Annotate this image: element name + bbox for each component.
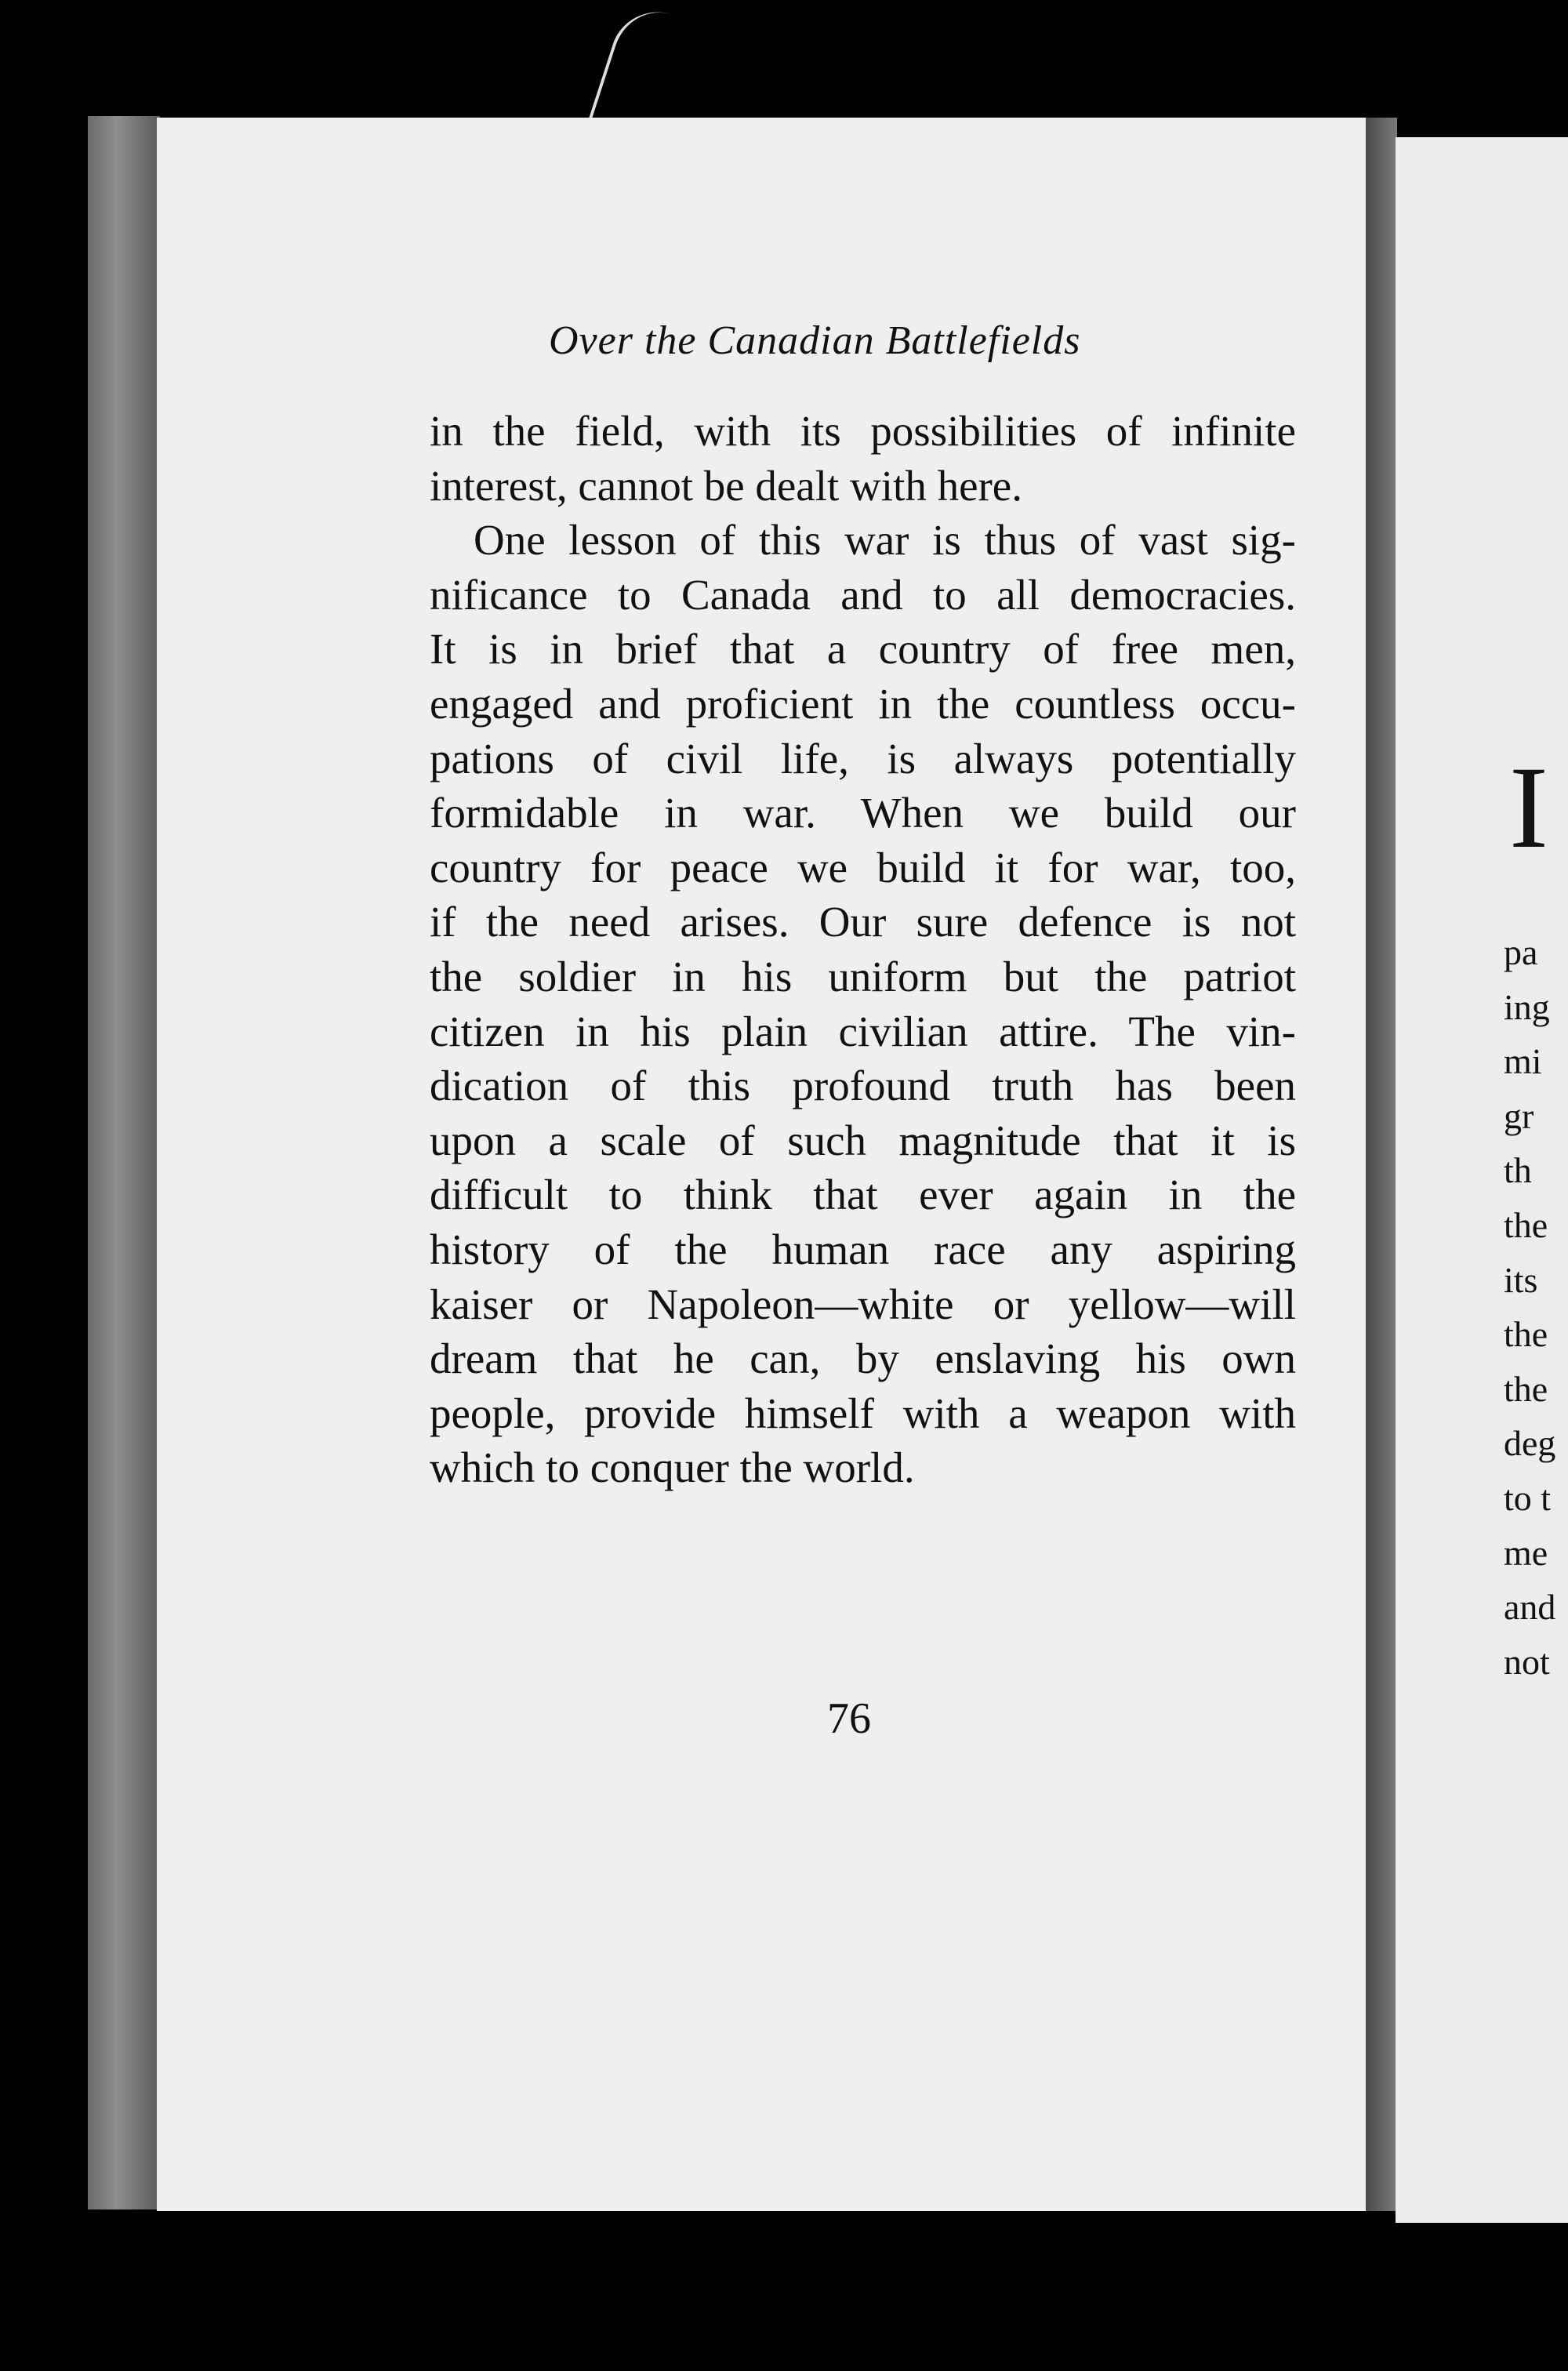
text-line: formidable in war. When we build our (430, 789, 1296, 837)
text-line: which to conquer the world. (430, 1443, 915, 1492)
facing-fragment: mi (1504, 1041, 1542, 1082)
text-line: if the need arises. Our sure defence is not (430, 898, 1296, 946)
text-line: interest, cannot be dealt with here. (430, 461, 1022, 510)
book-gutter (1366, 118, 1397, 2211)
text-line: One lesson of this war is thus of vast sig- (474, 516, 1296, 565)
facing-fragment: the (1504, 1368, 1548, 1409)
facing-fragment: deg (1504, 1423, 1556, 1464)
text-line: citizen in his plain civilian attire. The vin- (430, 1007, 1296, 1055)
text-line: It is in brief that a country of free men, (430, 625, 1296, 674)
text-line: dream that he can, by enslaving his own (430, 1334, 1296, 1383)
facing-fragment: the (1504, 1204, 1548, 1245)
facing-fragment: its (1504, 1259, 1538, 1300)
running-head: Over the Canadian Battlefields (549, 318, 1081, 363)
text-line: nificance to Canada and to all democracies. (430, 570, 1296, 619)
facing-fragment: pa (1504, 932, 1538, 972)
text-line: country for peace we build it for war, too, (430, 843, 1296, 891)
facing-fragment: gr (1504, 1095, 1534, 1136)
text-line: dication of this profound truth has been (430, 1062, 1296, 1110)
facing-page-text (1504, 925, 1568, 1689)
facing-fragment: th (1504, 1150, 1532, 1191)
facing-fragment: and (1504, 1587, 1556, 1628)
facing-fragment: ing (1504, 986, 1550, 1027)
page-edges (88, 116, 160, 2209)
text-line: upon a scale of such magnitude that it is (430, 1116, 1296, 1164)
body-text (430, 404, 1296, 1495)
facing-fragment: not (1504, 1641, 1550, 1682)
text-line: kaiser or Napoleon—white or yellow—will (430, 1280, 1296, 1328)
text-line: history of the human race any aspiring (430, 1225, 1296, 1273)
page-number: 76 (827, 1694, 871, 1743)
text-line: in the field, with its possibilities of infinite (430, 407, 1296, 455)
facing-fragment: the (1504, 1314, 1548, 1355)
facing-fragment: to t (1504, 1477, 1552, 1518)
text-line: engaged and proficient in the countless occu- (430, 679, 1296, 728)
text-line: the soldier in his uniform but the patriot (430, 952, 1296, 1000)
facing-fragment: me (1504, 1532, 1548, 1573)
text-line: pations of civil life, is always potentially (430, 734, 1296, 782)
facing-drop-cap: I (1509, 743, 1548, 873)
text-line: people, provide himself with a weapon with (430, 1389, 1296, 1437)
text-line: difficult to think that ever again in the (430, 1171, 1296, 1219)
